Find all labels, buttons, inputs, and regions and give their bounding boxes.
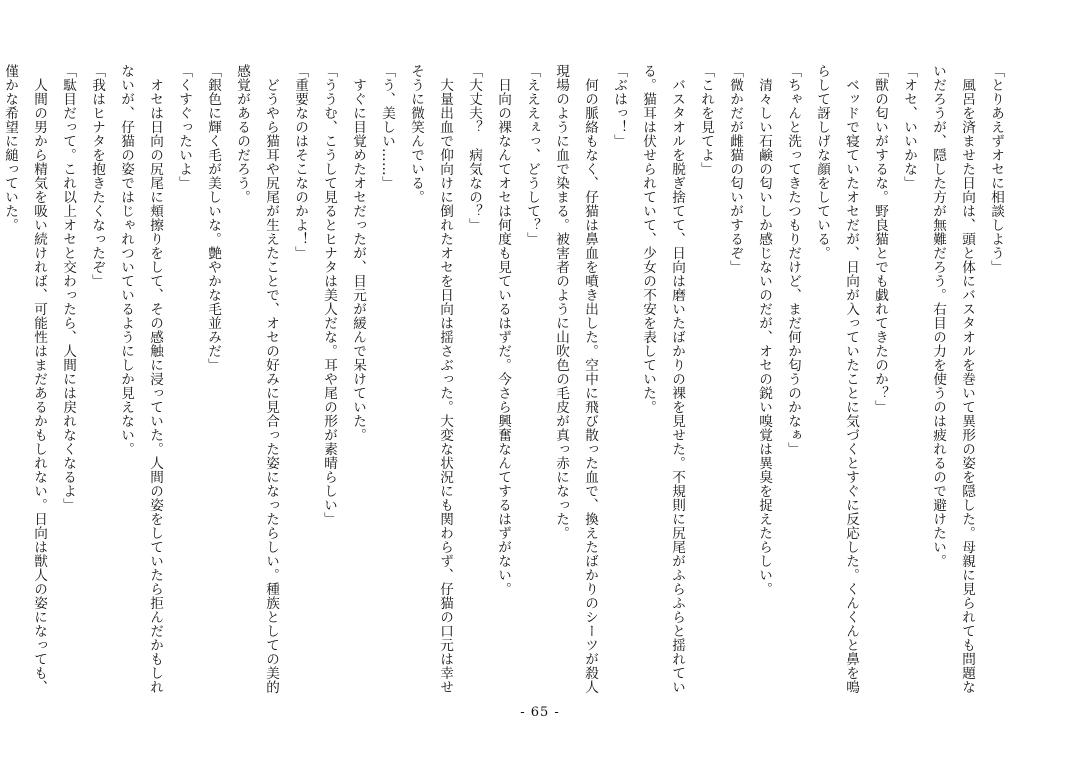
paragraph: 「くすぐったいよ」 [176,64,192,190]
paragraph: 風呂を済ませた日向は、頭と体にバスタオルを巻いて異形の姿を隠した。母親に見られても問題ないだろうが、隠した方が無難だろう。右目の力を使うのは疲れるので避けたい。 [930,64,975,694]
paragraph: 「う、美しい……」 [379,64,395,190]
paragraph: 「獣の匂いがするな。野良猫とでも戯れてきたのか？」 [872,64,888,414]
paragraph: 何の脈絡もなく、仔猫は鼻血を噴き出した。空中に飛び散った血で、換えたばかりのシーツが殺人現場のように血で染まる。被害者のように山吹色の毛皮が真っ赤になった。 [553,64,598,694]
paragraph: 「ううむ、こうして見るとヒナタは美人だな。耳や尾の形が素晴らしい」 [321,64,337,526]
paragraph: すぐに目覚めたオセだったが、目元が緩んで呆けていた。 [350,64,366,442]
paragraph: 「えええぇっ、どうして？」 [524,64,540,246]
paragraph: 「これを見てよ」 [698,64,714,176]
page-number: - 65 - [520,705,560,720]
paragraph: 「銀色に輝く毛が美しいな。艶やかな毛並みだ」 [205,64,221,372]
paragraph: 「我はヒナタを抱きたくなったぞ」 [89,64,105,288]
paragraph: 「大丈夫？ 病気なの？」 [466,64,482,232]
paragraph: 日向の裸なんてオセは何度も見ているはずだ。今さら興奮なんてするはずがない。 [495,64,511,596]
paragraph: 「ぶはっ！」 [611,64,627,148]
paragraph: 人間の男から精気を吸い続ければ、可能性はまだあるかもしれない。日向は獣人の姿になっても、僅かな希望に縋っていた。 [2,64,47,694]
paragraph: 「オセ、いいかな」 [901,64,917,190]
paragraph: 「重要なのはそこなのかよ！」 [292,64,308,260]
paragraph: オセは日向の尻尾に頬擦りをして、その感触に浸っていた。人間の姿をしていたら拒んだかもしれないが、仔猫の姿ではじゃれついているようにしか見えない。 [118,64,163,694]
paragraph: バスタオルを脱ぎ捨てて、日向は磨いたばかりの裸を見せた。不規則に尻尾がふらふらと揺れている。猫耳は伏せられていて、少女の不安を表していた。 [640,64,685,694]
paragraph: 「ちゃんと洗ってきたつもりだけど、まだ何か匂うのかなぁ」 [785,64,801,456]
vertical-text-body [2,64,1010,704]
paragraph: 清々しい石鹸の匂いしか感じないのだが、オセの鋭い嗅覚は異臭を捉えたらしい。 [756,64,772,596]
paragraph: どうやら猫耳や尻尾が生えたことで、オセの好みに見合った姿になったらしい。種族としての美的感覚があるのだろう。 [234,64,279,694]
paragraph: 「とりあえずオセに相談しよう」 [988,64,1004,274]
paragraph: 「駄目だって。これ以上オセと交わったら、人間には戻れなくなるよ」 [60,64,76,512]
paragraph: ベッドで寝ていたオセだが、日向が入っていたことに気づくとすぐに反応した。くんくんと鼻を鳴らして訝しげな顔をしている。 [814,64,859,694]
paragraph: 大量出血で仰向けに倒れたオセを日向は揺さぶった。大変な状況にも関わらず、仔猫の口元は幸せそうに微笑んでいる。 [408,64,453,694]
paragraph: 「微かだが雌猫の匂いがするぞ」 [727,64,743,274]
